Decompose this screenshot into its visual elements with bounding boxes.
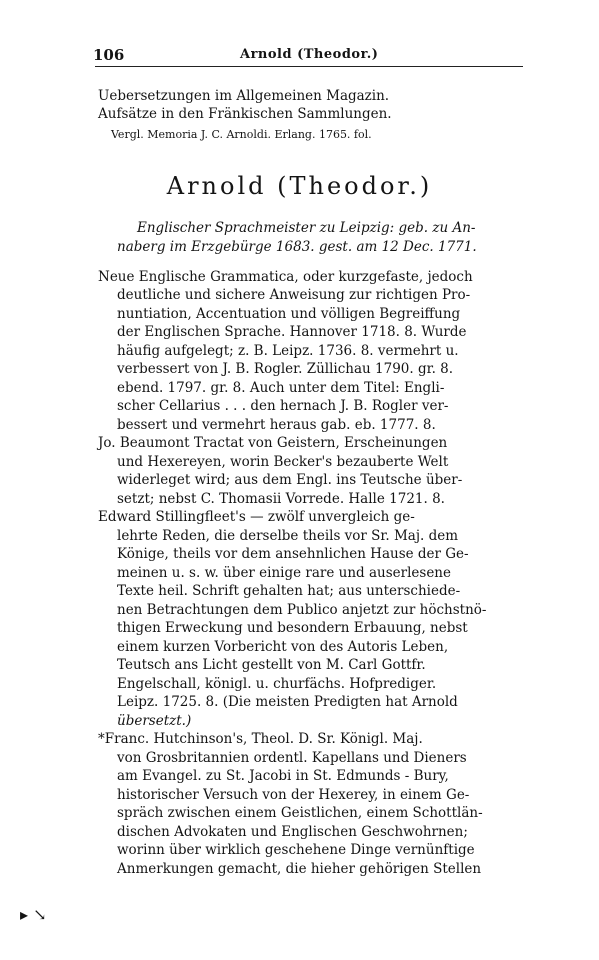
work-line: nuntiation, Accentuation und völligen Begreiffung [117, 306, 461, 322]
work-line: widerleget wird; aus dem Engl. ins Teutsche über- [117, 472, 463, 488]
work-line: lehrte Reden, die derselbe theils vor Sr. Maj. dem [117, 528, 459, 544]
work-line: Neue Englische Grammatica, oder kurzgefaste, jedoch [98, 269, 473, 285]
work-line: und Hexereyen, worin Becker's bezauberte Welt [117, 454, 449, 470]
work-line: meinen u. s. w. über einige rare und auserlesene [117, 565, 451, 581]
running-title: Arnold (Theodor.) [240, 47, 379, 62]
work-line: häufig aufgelegt; z. B. Leipz. 1736. 8. vermehrt u. [117, 343, 459, 359]
work-line: der Englischen Sprache. Hannover 1718. 8. Wurde [117, 324, 467, 340]
work-line: einem kurzen Vorbericht von des Autoris Leben, [117, 639, 449, 655]
work-line: dischen Advokaten und Englischen Geschwohrnen; [117, 824, 468, 840]
work-line: Engelschall, königl. u. churfächs. Hofprediger. [117, 676, 437, 692]
work-line: Texte heil. Schrift gehalten hat; aus unterschiede- [117, 583, 461, 599]
preceding-line: Aufsätze in den Fränkischen Sammlungen. [98, 106, 392, 122]
work-line: Leipz. 1725. 8. (Die meisten Predigten hat Arnold [117, 694, 458, 710]
header-rule [95, 66, 523, 67]
page-number: 106 [93, 46, 125, 64]
work-line: deutliche und sichere Anweisung zur richtigen Pro- [117, 287, 471, 303]
work-line: nen Betrachtungen dem Publico anjetzt zur höchstnö- [117, 602, 487, 618]
work-line: Anmerkungen gemacht, die hieher gehörigen Stellen [117, 861, 482, 877]
entry-title: Arnold (Theodor.) [166, 172, 433, 200]
work-line: Jo. Beaumont Tractat von Geistern, Erscheinungen [98, 435, 448, 451]
preceding-reference: Vergl. Memoria J. C. Arnoldi. Erlang. 1765. fol. [111, 128, 372, 141]
work-line: verbessert von J. B. Rogler. Züllichau 1790. gr. 8. [117, 361, 454, 377]
work-line: *Franc. Hutchinson's, Theol. D. Sr. Königl. Maj. [98, 731, 423, 747]
work-line: bessert und vermehrt heraus gab. eb. 1777. 8. [117, 417, 436, 433]
margin-mark-icon: ▸ ↘ [20, 905, 47, 924]
work-line: übersetzt.) [117, 713, 192, 729]
work-line: Teutsch ans Licht gestellt von M. Carl Gottfr. [117, 657, 426, 673]
work-line: am Evangel. zu St. Jacobi in St. Edmunds - Bury, [117, 768, 449, 784]
work-line: setzt; nebst C. Thomasii Vorrede. Halle 1721. 8. [117, 491, 445, 507]
work-line: Könige, theils vor dem ansehnlichen Hause der Ge- [117, 546, 469, 562]
work-line: historischer Versuch von der Hexerey, in einem Ge- [117, 787, 470, 803]
bio-line: Englischer Sprachmeister zu Leipzig: geb. zu An- [137, 220, 476, 236]
work-line: Edward Stillingfleet's — zwölf unvergleich ge- [98, 509, 415, 525]
preceding-line: Uebersetzungen im Allgemeinen Magazin. [98, 88, 390, 104]
work-line: scher Cellarius . . . den hernach J. B. Rogler ver- [117, 398, 449, 414]
work-line: spräch zwischen einem Geistlichen, einem Schottlän- [117, 805, 483, 821]
work-line: von Grosbritannien ordentl. Kapellans und Dieners [117, 750, 467, 766]
work-line: ebend. 1797. gr. 8. Auch unter dem Titel: Engli- [117, 380, 445, 396]
work-line: worinn über wirklich geschehene Dinge vernünftige [117, 842, 475, 858]
bio-line: naberg im Erzgebürge 1683. gest. am 12 Dec. 1771. [117, 239, 477, 255]
work-line: thigen Erweckung und besondern Erbauung, nebst [117, 620, 468, 636]
